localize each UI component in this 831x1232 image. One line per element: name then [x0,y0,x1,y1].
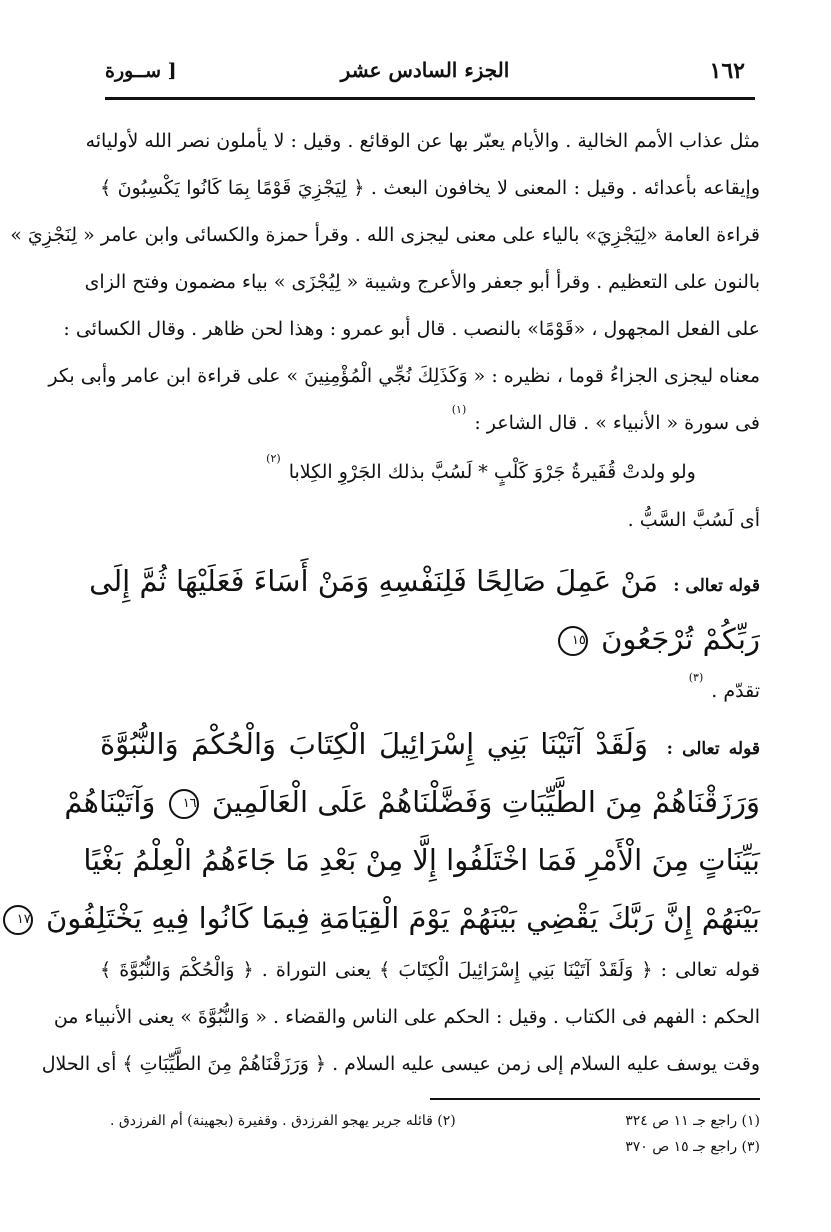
footnote-marker-2: (٢) [266,452,281,465]
footnote-2: (٢) قائله جرير يهجو الفرزدق . وقفيرة (بجهينة) أم الفرزدق . [110,1113,456,1129]
quran-verse-line [64,773,760,831]
poetry-verse [100,447,760,497]
verse-intro: قوله تعالى : [666,739,761,759]
verse-number-mark: ١٧ [3,905,33,935]
footnote-row [110,1108,760,1134]
text-line: على الفعل المجهول ، «قَوْمًا» بالنصب . قال أبو عمرو : وهذا لحن ظاهر . وقال الكسائى : [63,318,760,340]
footnote-1: (١) راجع جـ ١١ ص ٣٢٤ [625,1113,760,1129]
quran-text: رَبِّكُمْ تُرْجَعُونَ [601,622,760,656]
verse-number-mark: ١٦ [169,789,199,819]
text-line-content: تقدّم . [711,680,760,702]
text-line: وقت يوسف عليه السلام إلى زمن عيسى عليه السلام . ﴿ وَرَزَقْنَاهُمْ مِنَ الطَّيِّبَاتِ ﴾ أى الحلال [41,1053,760,1075]
poetry-text: ولو ولدتْ قُفَيرةُ جَرْوَ كَلْبٍ * لَسُبَّ بذلك الجَرْوِ الكِلابا [288,461,696,483]
text-line: معناه ليجزى الجزاءُ قوما ، نظيره : « وَكَذَلِكَ نُجِّي الْمُؤْمِنِينَ » على قراءة ابن عامر وأبى بكر [48,365,760,387]
footnote-marker-3: (٣) [688,671,704,684]
footnote-row [110,1134,760,1160]
header-rule [105,97,755,100]
surah-label: [ ســورة [105,60,177,82]
quran-text: وَلَقَدْ آتَيْنَا بَنِي إِسْرَائِيلَ الْكِتَابَ وَالْحُكْمَ وَالنُّبُوَّةَ [100,727,648,761]
quran-verse-line: بَيِّنَاتٍ مِنَ الْأَمْرِ فَمَا اخْتَلَفُوا إِلَّا مِنْ بَعْدِ مَا جَاءَهُمُ الْعِلْمُ بَغْيًا [83,843,760,877]
spacer [100,544,760,552]
text-line: الحكم : الفهم فى الكتاب . وقيل : الحكم على الناس والقضاء . « وَالنُّبُوَّةَ » يعنى الأنبياء من [53,1006,760,1028]
text-line: قراءة العامة «لِيَجْزِيَ» بالياء على معنى ليجزى الله . وقرأ حمزة والكسائى وابن عامر « لِنَجْزِيَ » [10,224,760,246]
text-line-content: فى سورة « الأنبياء » . قال الشاعر : [474,412,760,434]
main-text [10,118,761,1088]
quran-text: مَنْ عَمِلَ صَالِحًا فَلِنَفْسِهِ وَمَنْ أَسَاءَ فَعَلَيْهَا ثُمَّ إِلَى [89,564,658,598]
text-line: وإيقاعه بأعدائه . وقيل : المعنى لا يخافون البعث . ﴿ لِيَجْزِيَ قَوْمًا بِمَا كَانُوا يَكْسِبُونَ ﴾ [100,177,760,199]
quran-verse-line [100,715,760,773]
quran-verse-line [16,889,760,947]
quran-text: بَيْنَهُمْ إِنَّ رَبَّكَ يَقْضِي بَيْنَهُمْ يَوْمَ الْقِيَامَةِ فِيمَا كَانُوا فِيهِ يَخْتَلِفُونَ [45,901,760,935]
quran-verse-line [100,610,760,668]
footnote-rule [430,1098,760,1100]
page-number: ١٦٢ [709,58,745,84]
text-line [100,668,760,715]
verse-number-mark: ١٥ [558,626,588,656]
quran-text: وَرَزَقْنَاهُمْ مِنَ الطَّيِّبَاتِ وَفَضَّلْنَاهُمْ عَلَى الْعَالَمِينَ [211,785,760,819]
text-line: أى لَسُبَّ السَّبُّ . [627,509,760,531]
text-line: بالنون على التعظيم . وقرأ أبو جعفر والأعرج وشيبة « لِيُجْزَى » بياء مضمون وفتح الزاى [84,271,760,293]
text-line: قوله تعالى : ﴿ وَلَقَدْ آتَيْنَا بَنِي إِسْرَائِيلَ الْكِتَابَ ﴾ يعنى التوراة . ﴿ وَالْحُكْمَ وَالنُّبُوَّةَ ﴾ [100,959,760,981]
verse-intro: قوله تعالى : [673,576,760,596]
footnote-3: (٣) راجع جـ ١٥ ص ٣٧٠ [625,1139,760,1155]
footnote-marker-1: (١) [451,403,467,416]
part-title: الجزء السادس عشر [340,58,510,82]
text-line: مثل عذاب الأمم الخالية . والأيام يعبّر بها عن الوقائع . وقيل : لا يأملون نصر الله لأوليائه [85,130,760,152]
quran-verse-line [89,552,760,610]
text-line [100,400,760,447]
quran-text: وَآتَيْنَاهُمْ [64,785,156,819]
footnotes [110,1108,760,1160]
running-header [105,52,745,92]
